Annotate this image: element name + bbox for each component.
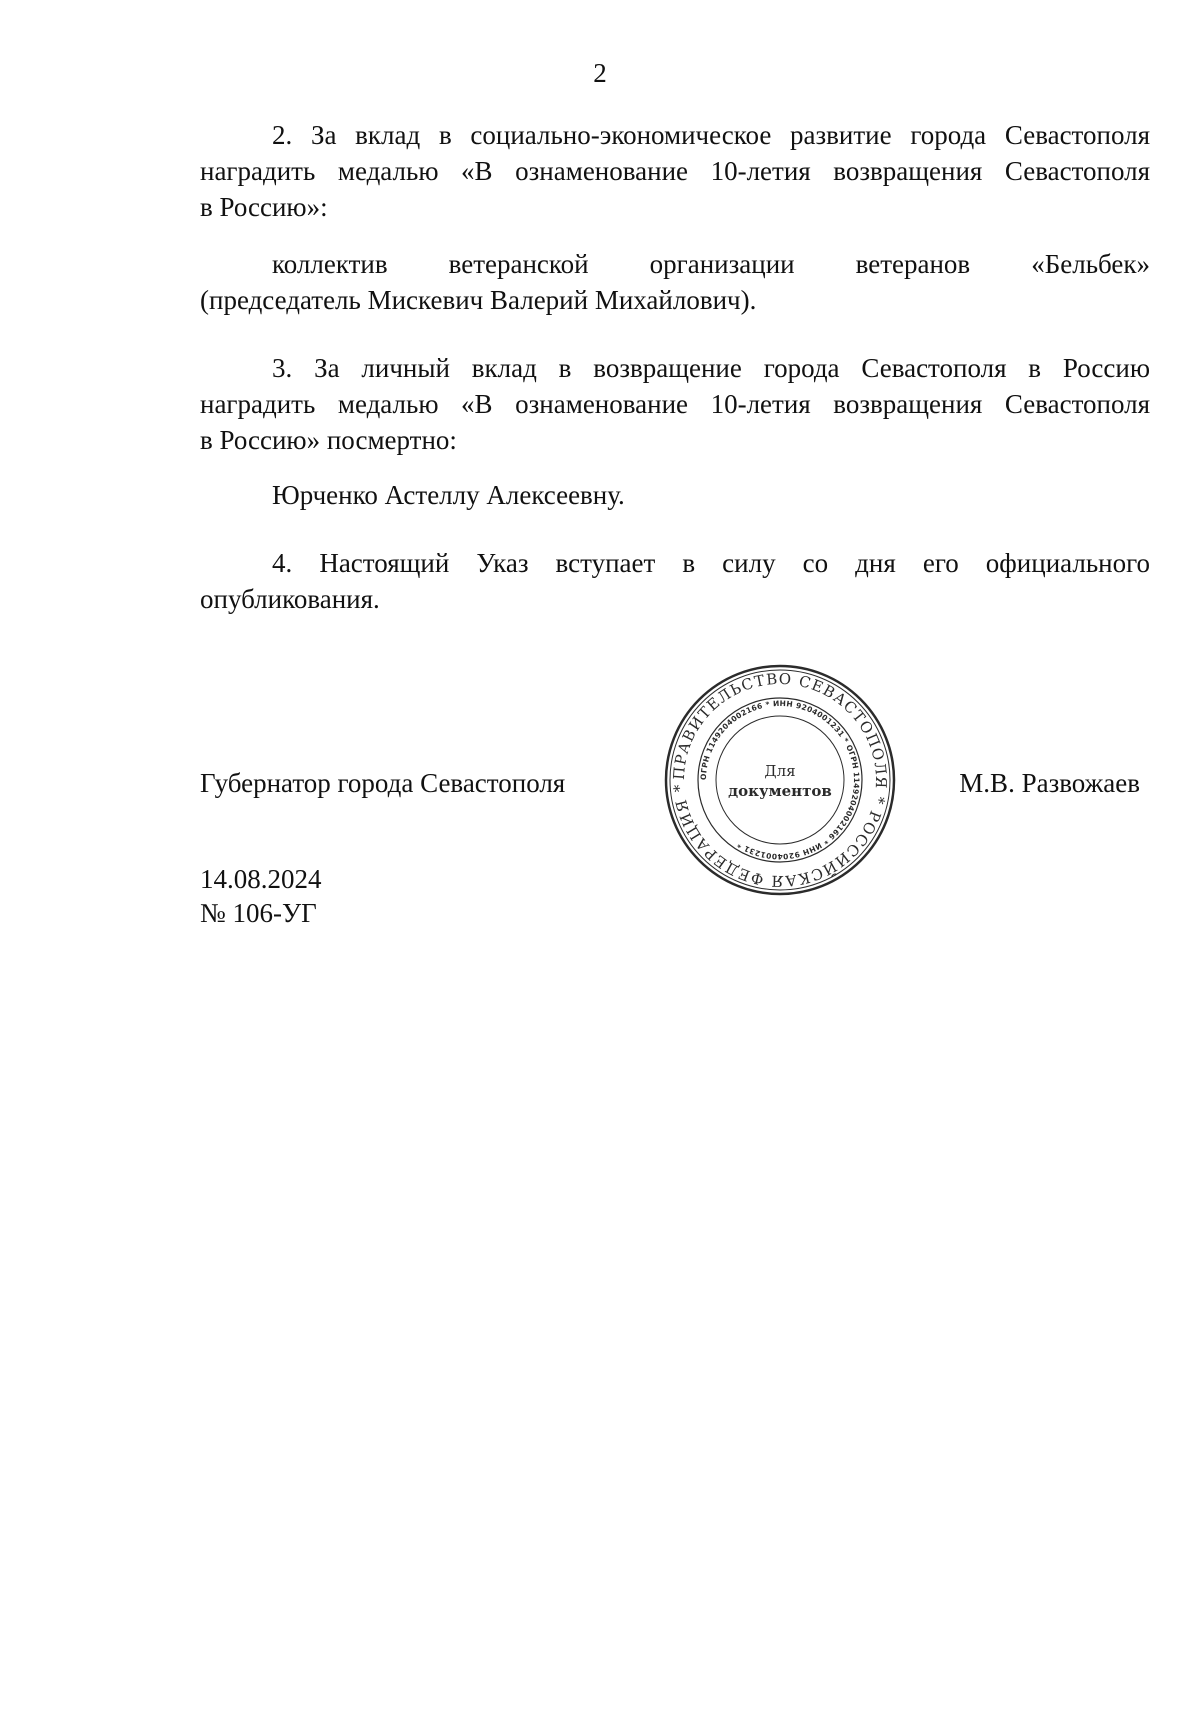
item-3-recipient bbox=[200, 477, 1150, 513]
signatory-title: Губернатор города Севастополя bbox=[200, 768, 566, 798]
item-2-paragraph bbox=[200, 117, 1150, 225]
item-3-recipient-line: Юрченко Астеллу Алексеевну. bbox=[272, 480, 625, 510]
seal-inner-ring bbox=[716, 716, 844, 844]
item-3-line-1: 3. За личный вклад в возвращение города Севастополя в Россию bbox=[272, 353, 1150, 383]
item-2-line-3: в Россию»: bbox=[200, 192, 328, 222]
item-2-line-2: наградить медалью «В ознаменование 10-летия возвращения Севастополя bbox=[200, 156, 1150, 186]
item-3-line-2: наградить медалью «В ознаменование 10-летия возвращения Севастополя bbox=[200, 389, 1150, 419]
signatory-name: М.В. Развожаев bbox=[959, 768, 1140, 798]
item-3-line-3: в Россию» посмертно: bbox=[200, 425, 457, 455]
seal-center-line-1: Для bbox=[764, 762, 796, 780]
seal-middle-ring bbox=[698, 698, 862, 862]
item-3-paragraph bbox=[200, 350, 1150, 458]
seal-outer-text: ПРАВИТЕЛЬСТВО СЕВАСТОПОЛЯ * РОССИЙСКАЯ ФЕДЕРАЦИЯ * bbox=[669, 669, 891, 891]
date-number-block bbox=[200, 862, 322, 930]
document-date: 14.08.2024 bbox=[200, 864, 322, 894]
official-seal-stamp bbox=[662, 662, 898, 898]
seal-inner-text: ОГРН 1149204002166 * ИНН 9204001231 * ОГРН 1149204002166 * ИНН 9204001231 * bbox=[698, 698, 862, 862]
item-4-paragraph bbox=[200, 545, 1150, 617]
item-4-line-2: опубликования. bbox=[200, 584, 380, 614]
page-number: 2 bbox=[593, 58, 607, 88]
seal-center-line-2: документов bbox=[728, 782, 832, 800]
item-2-recipient bbox=[200, 246, 1150, 318]
item-2-line-1: 2. За вклад в социально-экономическое развитие города Севастополя bbox=[272, 120, 1150, 150]
document-number: № 106-УГ bbox=[200, 898, 317, 928]
item-2-recipient-line-2: (председатель Мискевич Валерий Михайлович). bbox=[200, 285, 757, 315]
item-4-line-1: 4. Настоящий Указ вступает в силу со дня его официального bbox=[272, 548, 1150, 578]
item-2-recipient-line-1: коллектив ветеранской организации ветеранов «Бельбек» bbox=[272, 249, 1150, 279]
